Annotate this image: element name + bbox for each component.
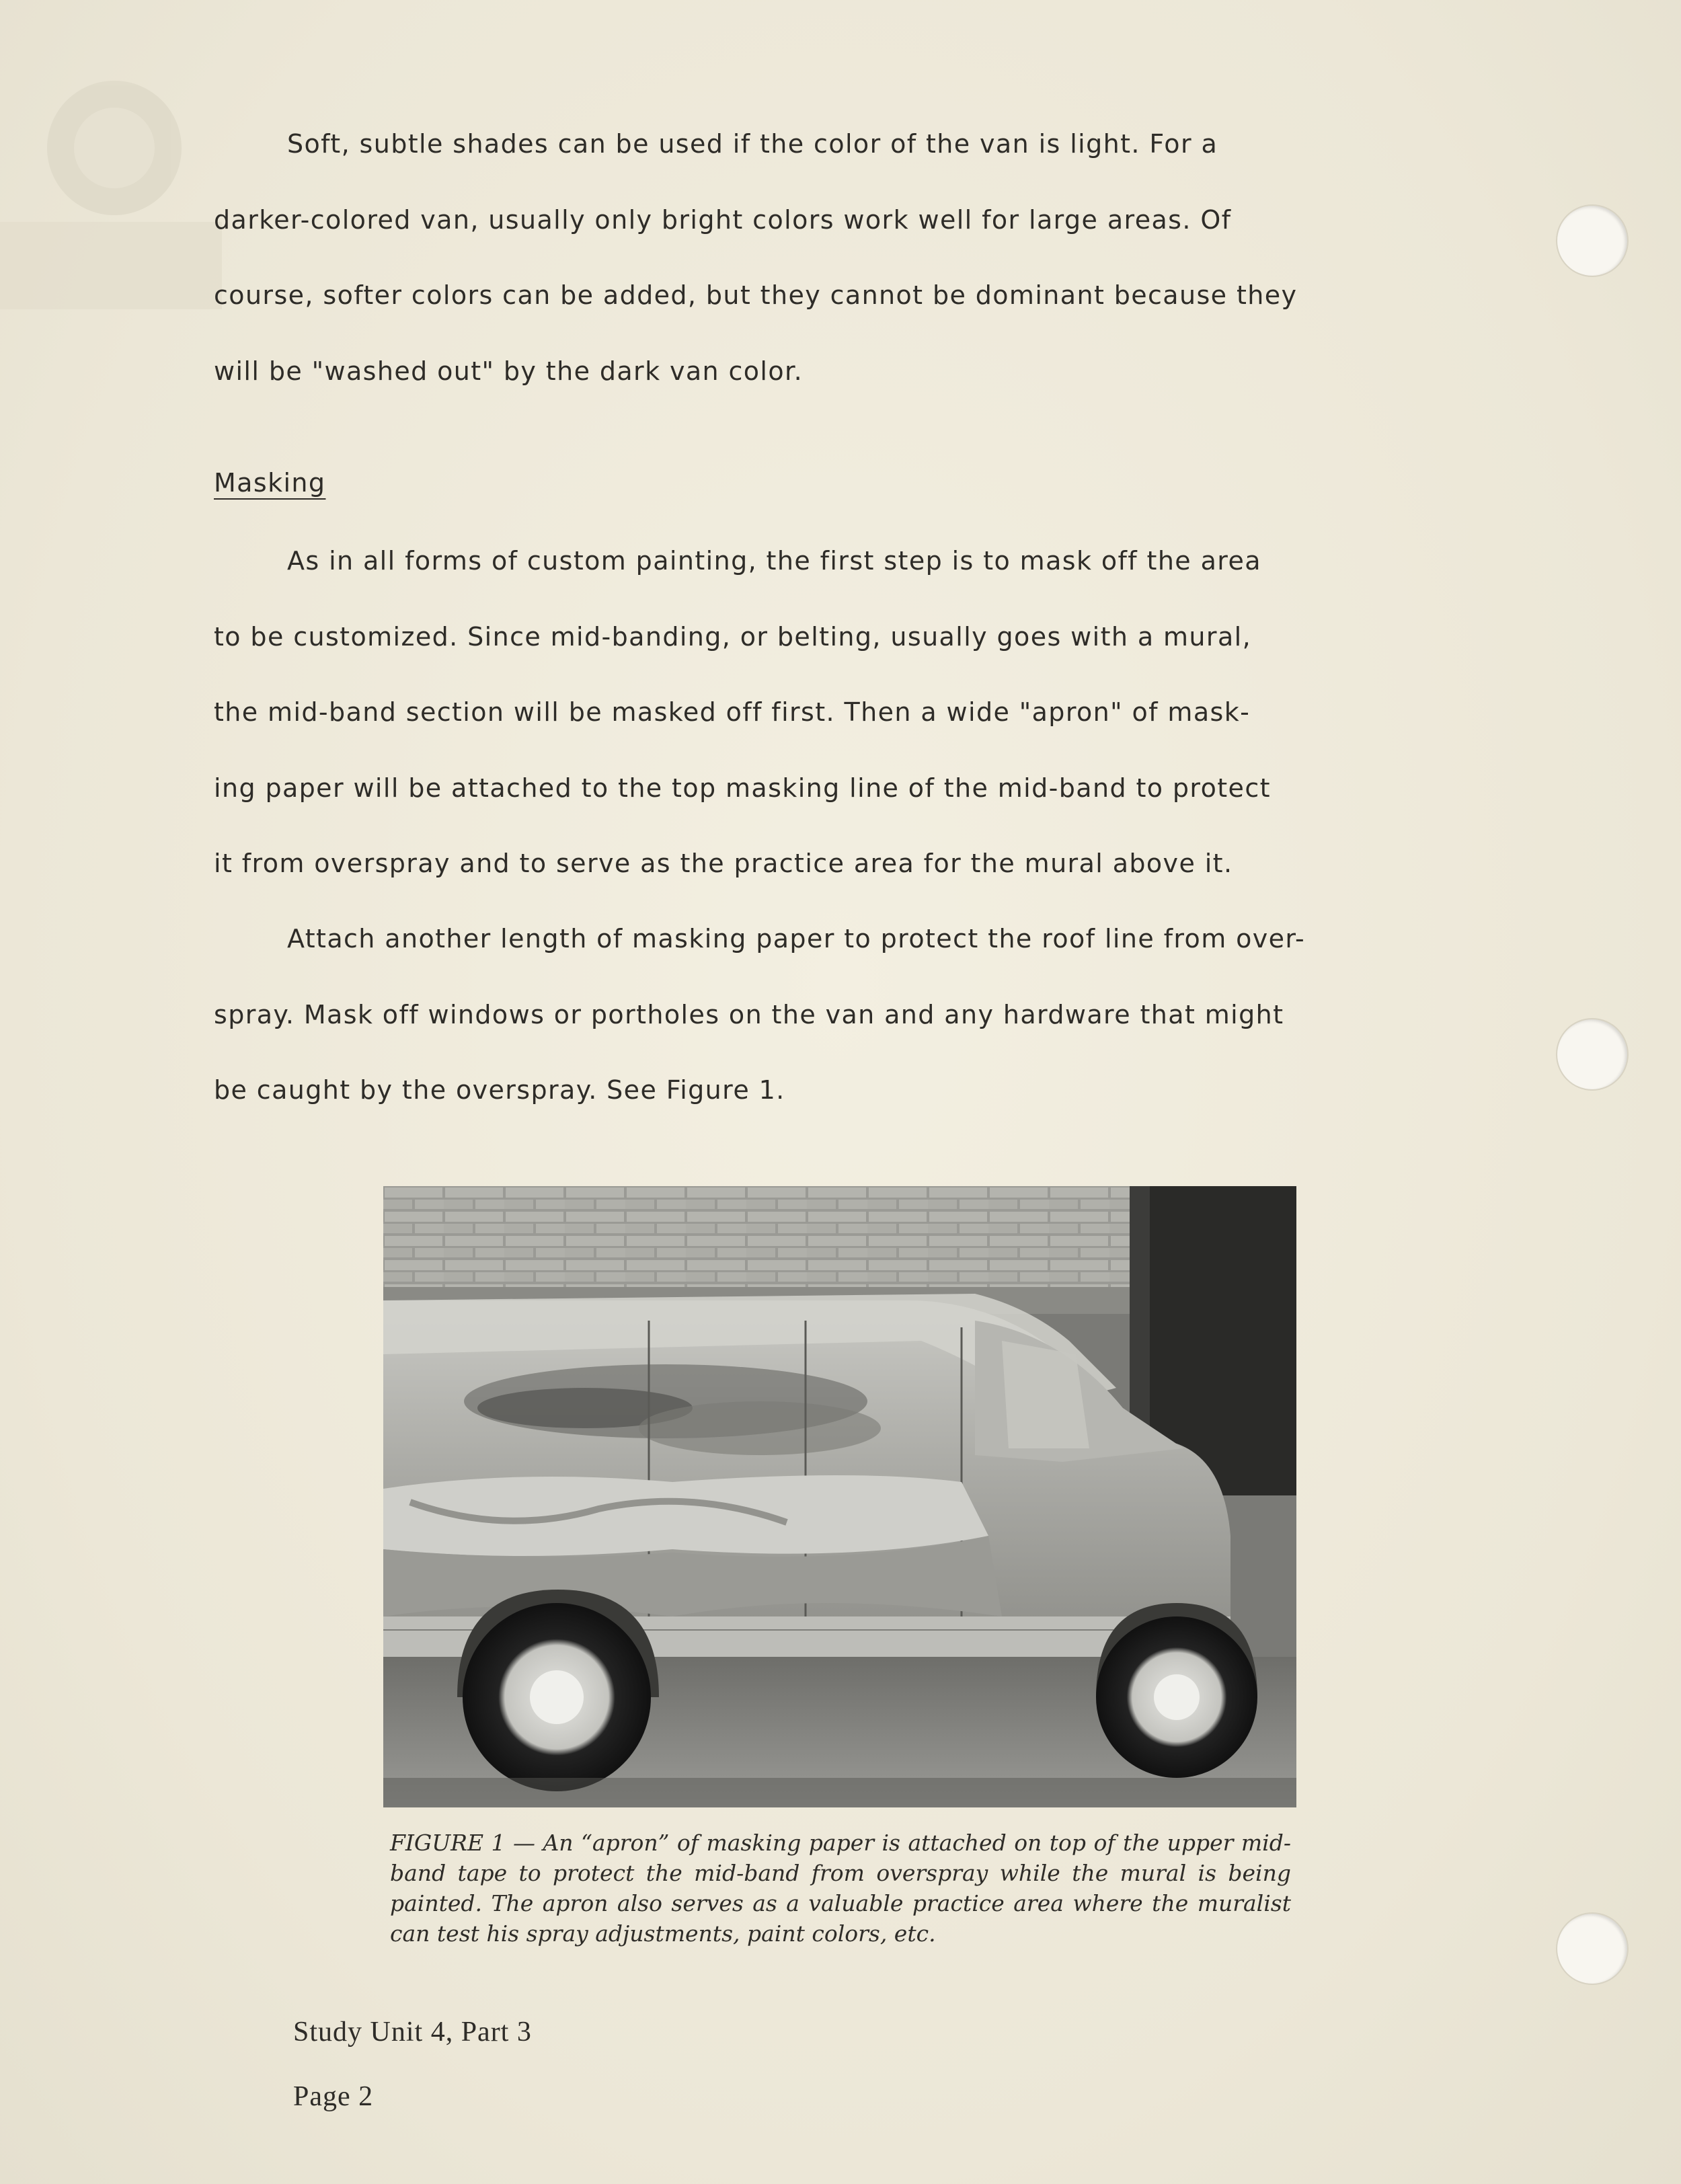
body-line: the mid-band section will be masked off first. Then a wide "apron" of mask- — [214, 697, 1251, 727]
bleed-through-logo — [47, 81, 182, 215]
binder-hole-bottom — [1557, 1914, 1627, 1984]
figure-photo-van — [383, 1186, 1296, 1807]
bleed-through-side-tab — [57, 350, 138, 2044]
body-line: As in all forms of custom painting, the first step is to mask off the area — [287, 546, 1261, 576]
body-line: course, softer colors can be added, but they cannot be dominant because they — [214, 280, 1298, 310]
body-line: will be "washed out" by the dark van color. — [214, 356, 804, 386]
figure-caption: FIGURE 1 — An “apron” of masking paper is attached on top of the upper mid-band tape to protect the mid-band from overspray while the mural is being painted. The apron also serves as a valuable practice area where the muralist can test his spray adjustments, paint colors, etc. — [390, 1830, 1291, 1947]
body-line: darker-colored van, usually only bright colors work well for large areas. Of — [214, 205, 1232, 235]
footer-page-number: Page 2 — [293, 2081, 374, 2112]
section-heading: Masking — [214, 468, 326, 498]
binder-hole-top — [1557, 206, 1627, 276]
body-line: Attach another length of masking paper to protect the roof line from over- — [287, 924, 1306, 953]
footer-unit: Study Unit 4, Part 3 — [293, 2017, 532, 2048]
binder-hole-middle — [1557, 1019, 1627, 1089]
body-line: be caught by the overspray. See Figure 1. — [214, 1075, 785, 1105]
body-line: ing paper will be attached to the top masking line of the mid-band to protect — [214, 773, 1271, 803]
bleed-through-bar — [0, 222, 222, 309]
body-line: it from overspray and to serve as the practice area for the mural above it. — [214, 849, 1233, 878]
body-line: Soft, subtle shades can be used if the color of the van is light. For a — [287, 129, 1218, 159]
body-line: to be customized. Since mid-banding, or belting, usually goes with a mural, — [214, 622, 1252, 652]
body-line: spray. Mask off windows or portholes on the van and any hardware that might — [214, 1000, 1284, 1029]
